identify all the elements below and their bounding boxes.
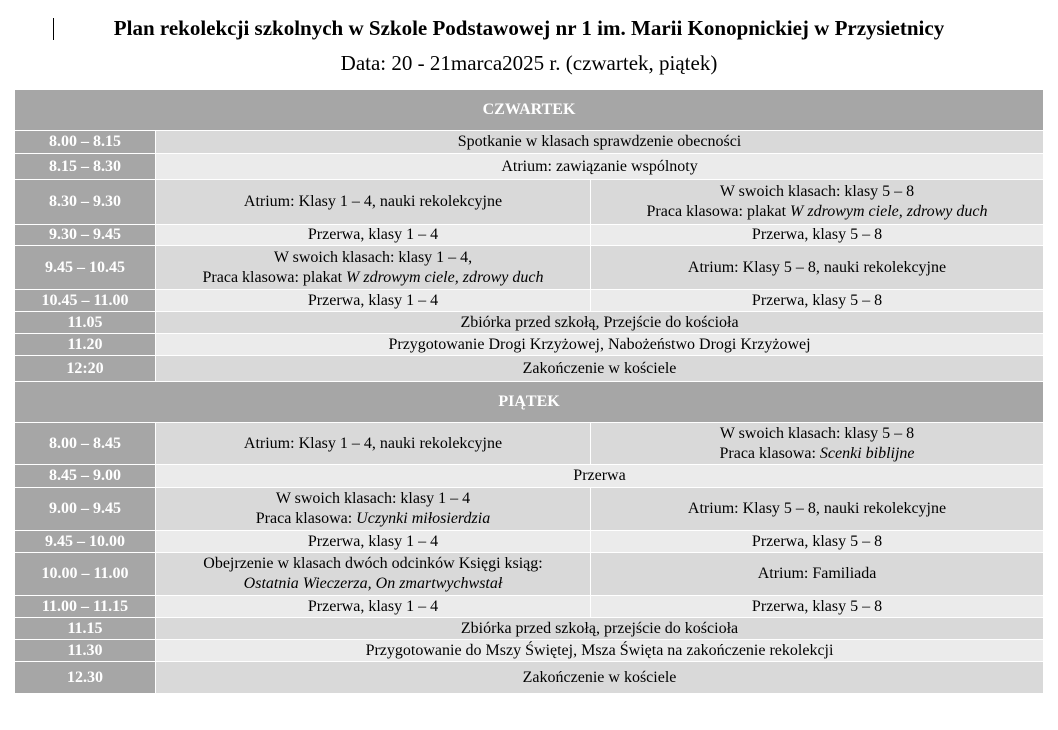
time-cell: 9.00 – 9.45 (15, 488, 156, 531)
activity-cell-grades-1-4 (156, 180, 591, 225)
activity-cell-grades-5-8 (591, 596, 1044, 618)
cell-prefix: Praca klasowa: (719, 444, 820, 462)
schedule-row (15, 180, 1044, 225)
activity-cell: Atrium: zawiązanie wspólnoty (156, 154, 1044, 180)
schedule-row (15, 225, 1044, 246)
time-cell: 9.45 – 10.00 (15, 531, 156, 553)
time-cell: 9.45 – 10.45 (15, 246, 156, 290)
document-subtitle: Data: 20 - 21marca2025 r. (czwartek, piątek) (340, 51, 718, 75)
day-header-row (15, 90, 1044, 131)
activity-cell-grades-1-4 (156, 423, 591, 465)
cell-line: Atrium: Familiada (757, 565, 877, 582)
activity-cell: Zbiórka przed szkołą, przejście do kościoła (156, 618, 1044, 640)
activity-cell: Zbiórka przed szkołą, Przejście do kościoła (156, 312, 1044, 334)
cell-prefix: Praca klasowa: (255, 510, 357, 527)
activity-cell-grades-5-8 (591, 531, 1044, 553)
document-title: Plan rekolekcji szkolnych w Szkole Podstawowej nr 1 im. Marii Konopnickiej w Przysietnicy (113, 16, 945, 40)
activity-cell-grades-1-4 (156, 553, 591, 596)
cell-prefix: Praca klasowa: plakat (646, 203, 791, 220)
schedule-row (15, 662, 1044, 694)
time-cell: 8.30 – 9.30 (15, 180, 156, 225)
activity-cell: Zakończenie w kościele (156, 662, 1044, 694)
schedule-row (15, 553, 1044, 596)
time-cell: 8.45 – 9.00 (15, 465, 156, 488)
schedule-row (15, 531, 1044, 553)
activity-cell-grades-5-8 (591, 246, 1044, 290)
cell-line: W swoich klasach: klasy 1 – 4 (275, 490, 471, 507)
time-cell: 9.30 – 9.45 (15, 225, 156, 246)
cell-prefix: Praca klasowa: plakat (202, 268, 347, 286)
activity-cell-grades-1-4 (156, 488, 591, 531)
cell-line: Atrium: Klasy 1 – 4, nauki rekolekcyjne (243, 434, 503, 452)
cell-line: Przerwa, klasy 5 – 8 (751, 532, 883, 550)
cell-line: Przerwa, klasy 1 – 4 (307, 291, 439, 309)
cell-line: Przerwa, klasy 1 – 4 (307, 597, 439, 615)
activity-cell: Przygotowanie Drogi Krzyżowej, Nabożeństwo Drogi Krzyżowej (156, 334, 1044, 356)
cell-line: Obejrzenie w klasach dwóch odcinków Księgi ksiąg: (203, 555, 543, 572)
cell-line: Przerwa, klasy 5 – 8 (751, 291, 883, 309)
day-header-row (15, 382, 1044, 423)
schedule-row (15, 465, 1044, 488)
schedule-row (15, 640, 1044, 662)
cell-line: Przerwa, klasy 1 – 4 (307, 532, 439, 550)
activity-cell-grades-1-4 (156, 531, 591, 553)
activity-cell: Spotkanie w klasach sprawdzenie obecności (156, 131, 1044, 154)
time-cell: 11.00 – 11.15 (15, 596, 156, 618)
time-cell: 11.30 (15, 640, 156, 662)
time-cell: 10.45 – 11.00 (15, 290, 156, 312)
schedule-row (15, 246, 1044, 290)
schedule-row (15, 618, 1044, 640)
activity-cell: Zakończenie w kościele (156, 356, 1044, 382)
activity-cell-grades-1-4 (156, 246, 591, 290)
time-cell: 12.30 (15, 662, 156, 694)
cell-line: Przerwa, klasy 1 – 4 (307, 226, 439, 243)
time-cell: 11.20 (15, 334, 156, 356)
cell-line: Atrium: Klasy 1 – 4, nauki rekolekcyjne (243, 193, 503, 210)
cell-line: Atrium: Klasy 5 – 8, nauki rekolekcyjne (687, 500, 947, 517)
time-cell: 10.00 – 11.00 (15, 553, 156, 596)
schedule-row (15, 312, 1044, 334)
time-cell: 8.15 – 8.30 (15, 154, 156, 180)
activity-cell: Przerwa (156, 465, 1044, 488)
cell-line: Atrium: Klasy 5 – 8, nauki rekolekcyjne (687, 258, 947, 276)
cell-italic: Ostatnia Wieczerza, On zmartwychwstał (243, 575, 503, 592)
schedule-row (15, 334, 1044, 356)
cell-line: W swoich klasach: klasy 5 – 8 (719, 424, 915, 442)
cell-italic: Scenki biblijne (819, 444, 915, 462)
schedule-table (14, 89, 1044, 694)
activity-cell-grades-1-4 (156, 290, 591, 312)
cell-line: Przerwa, klasy 5 – 8 (751, 597, 883, 615)
schedule-row (15, 596, 1044, 618)
schedule-row (15, 290, 1044, 312)
time-cell: 11.15 (15, 618, 156, 640)
schedule-row (15, 154, 1044, 180)
activity-cell-grades-5-8 (591, 423, 1044, 465)
cell-line: W swoich klasach: klasy 5 – 8 (719, 183, 915, 200)
cell-italic: W zdrowym ciele, zdrowy duch (346, 268, 544, 286)
time-cell: 12:20 (15, 356, 156, 382)
time-cell: 11.05 (15, 312, 156, 334)
schedule-row (15, 131, 1044, 154)
activity-cell-grades-5-8 (591, 488, 1044, 531)
activity-cell-grades-5-8 (591, 225, 1044, 246)
activity-cell-grades-5-8 (591, 553, 1044, 596)
activity-cell-grades-5-8 (591, 290, 1044, 312)
activity-cell-grades-1-4 (156, 225, 591, 246)
schedule-row (15, 488, 1044, 531)
cell-italic: W zdrowym ciele, zdrowy duch (790, 203, 988, 220)
activity-cell-grades-1-4 (156, 596, 591, 618)
cell-italic: Uczynki miłosierdzia (356, 510, 491, 527)
day-header: CZWARTEK (15, 90, 1044, 131)
cell-line: W swoich klasach: klasy 1 – 4, (273, 248, 473, 266)
schedule-row (15, 356, 1044, 382)
schedule-row (15, 423, 1044, 465)
activity-cell-grades-5-8 (591, 180, 1044, 225)
cell-line: Przerwa, klasy 5 – 8 (751, 226, 883, 243)
activity-cell: Przygotowanie do Mszy Świętej, Msza Święta na zakończenie rekolekcji (156, 640, 1044, 662)
time-cell: 8.00 – 8.15 (15, 131, 156, 154)
time-cell: 8.00 – 8.45 (15, 423, 156, 465)
day-header: PIĄTEK (15, 382, 1044, 423)
